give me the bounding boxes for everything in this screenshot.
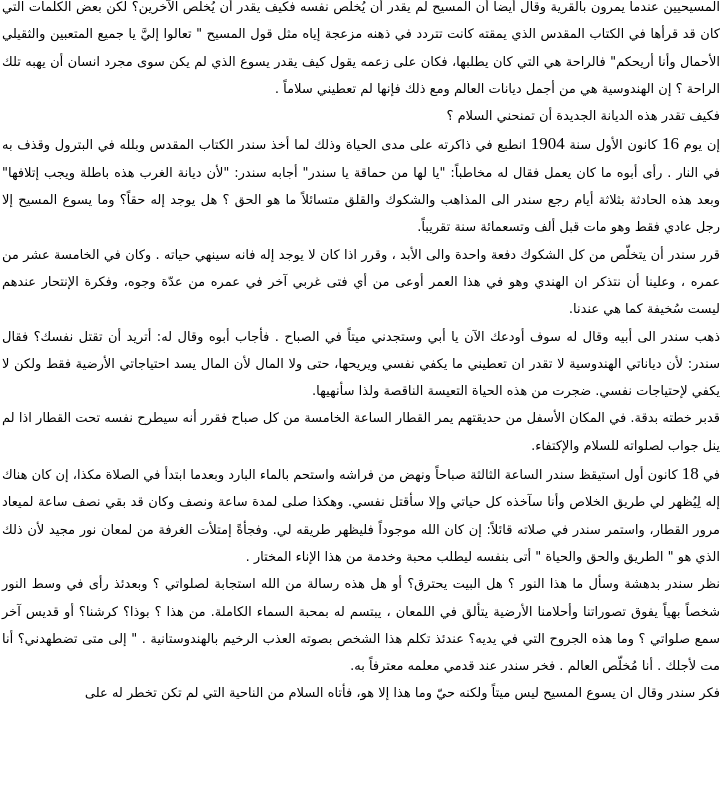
paragraph-4: قرر سندر أن يتخلّص من كل الشكوك دفعة واحدة والى الأبد ، وقرر اذا كان لا يوجد إله فانه سينهي حياته . وكان في الخامسة عشر من عمره ، وعلينا أن نتذكر ان الهندي وهو في هذا العمر أوعى من أي فتى غربي آخر في عمره من عدّة وجوه، وفكرة الإنتحار عندهم ليست سُخيفة كما هي عندنا. [2, 247, 720, 318]
paragraph-3-after: انطبع في ذاكرته على مدى الحياة وذلك لما أخذ سندر الكتاب المقدس وبلله في البترول وقذف به في النار . رأى أبوه ما كان يعمل فقال له مخاطباً: "يا لها من حماقة يا سندر" أجابه سندر: "لأن ديانة الغرب هذه باطلة ويجب إتلافها" وبعد هذه الحادثة بثلاثة أيام رجع سندر الى المذاهب والشكوك والقلق متسائلاً ما هو الحق ؟ هل يوجد إله حقاً؟ وما يسوع المسيح إلا رجل عادي فقط وهو مات قبل ألف وتسعمائة سنة تقريباً. [2, 138, 720, 236]
paragraph-3-before: إن يوم [679, 138, 720, 154]
paragraph-3 [2, 130, 720, 241]
date-day-number-2: 18 [681, 464, 699, 484]
date-day-number: 16 [662, 134, 680, 154]
paragraph-8: نظر سندر بدهشة وسأل ما هذا النور ؟ هل البيت يحترق؟ أو هل هذه رسالة من الله استجابة لصلواتي ؟ وبعدئذ رأى في وسط النور شخصاً بهياً يفوق تصوراتنا وأحلامنا الأرضية يتألق في اللمعان ، يبتسم له بمحبة السماء الكاملة. من هذا ؟ بوذا؟ كرشنا؟ أو قديس آخر سمع صلواتي ؟ وما هذه الجروح التي في يديه؟ عندئذ تكلم هذا الشخص بصوته العذب الرخيم بالهندوستانية . " إلى متى تضطهدني؟ أنا مت لأجلك . أنا مُخلّص العالم . فخر سندر عند قدمي معلمه معترفاً به. [2, 577, 720, 675]
paragraph-6: قدبر خطته بدقة. في المكان الأسفل من حديقتهم يمر القطار الساعة الخامسة من كل صباح فقرر أنه سيطرح نفسه تحت القطار اذا لم ينل جواب لصلواته للسلام والإكتفاء. [2, 411, 720, 454]
paragraph-5: ذهب سندر الى أبيه وقال له سوف أودعك الآن يا أبي وستجدني ميتاً في الصباح . فأجاب أبوه وقال له: أتريد أن تقتل نفسك؟ فقال سندر: لأن دياناتي الهندوسية لا تقدر ان تعطيني ما يكفي نفسي ويريحها، حتى ولا المال لأن المال يسد احتياجاتي الأرضية فقط ولكن لا يكفي لإحتياجات نفسي. ضجرت من هذه الحياة التعيسة الناقصة ولذا سأنهيها. [2, 329, 720, 400]
paragraph-7 [2, 460, 720, 571]
paragraph-2: فكيف تقدر هذه الديانة الجديدة أن تمنحني السلام ؟ [446, 109, 720, 125]
paragraph-9: فكر سندر وقال ان يسوع المسيح ليس ميتاً ولكنه حيّ وما هذا إلا هو، فأتاه السلام من الناحية التي لم تكن تخطر له على [84, 686, 720, 702]
paragraph-7-before: في [698, 468, 720, 484]
year-number: 1904 [530, 134, 565, 154]
paragraph-7-after: كانون أول استيقظ سندر الساعة الثالثة صباحاً ونهض من فراشه واستحم بالماء البارد وبعدما ابتدأ في الصلاة مكذا، إن كان هناك إله لِيُظهر لي طريق الخلاص وأنا سآخذه كل حياتي وإلا سأقتل نفسي. وهكذا صلى لمدة ساعة ونصف وكان قد بقي نصف ساعة لميعاد مرور القطار، واستمر سندر في صلاته قائلاً: إن كان الله موجوداً فليظهر طريقه لي. وفجأةً إمتلأت الغرفة من لمعان نور مجيد لأن ذلك الذي هو " الطريق والحق والحياة " أتى بنفسه ليطلب محبة وخدمة من هذا الإناء المختار . [2, 468, 720, 565]
paragraph-3-middle: كانون الأول سنة [564, 138, 663, 154]
paragraph-1: المسيحيين عندما يمرون بالقرية وقال أيضا أن المسيح لم يقدر أن يُخلّص نفسه فكيف يقدر أن يُخلّص الآخرين؟ لكن بعض الكلمات التي كان قد قرأها في الكتاب المقدس الذي يمقته كانت تتردد في ذهنه مزعجة إياه مثل قول المسيح " تعالوا إليَّ يا جميع المتعبين والثقيلي الأحمال وأنا أريحكم" فالراحة هي التي كان يطلبها، فكان على زعمه يقول كيف يقدر يسوع الذي لم يكن سوى مجرد انسان أن يهبه تلك الراحة ؟ إن الهندوسية هي من أجمل ديانات العالم ومع ذلك فإنها لم تعطيني سلاماً . [2, 0, 720, 97]
